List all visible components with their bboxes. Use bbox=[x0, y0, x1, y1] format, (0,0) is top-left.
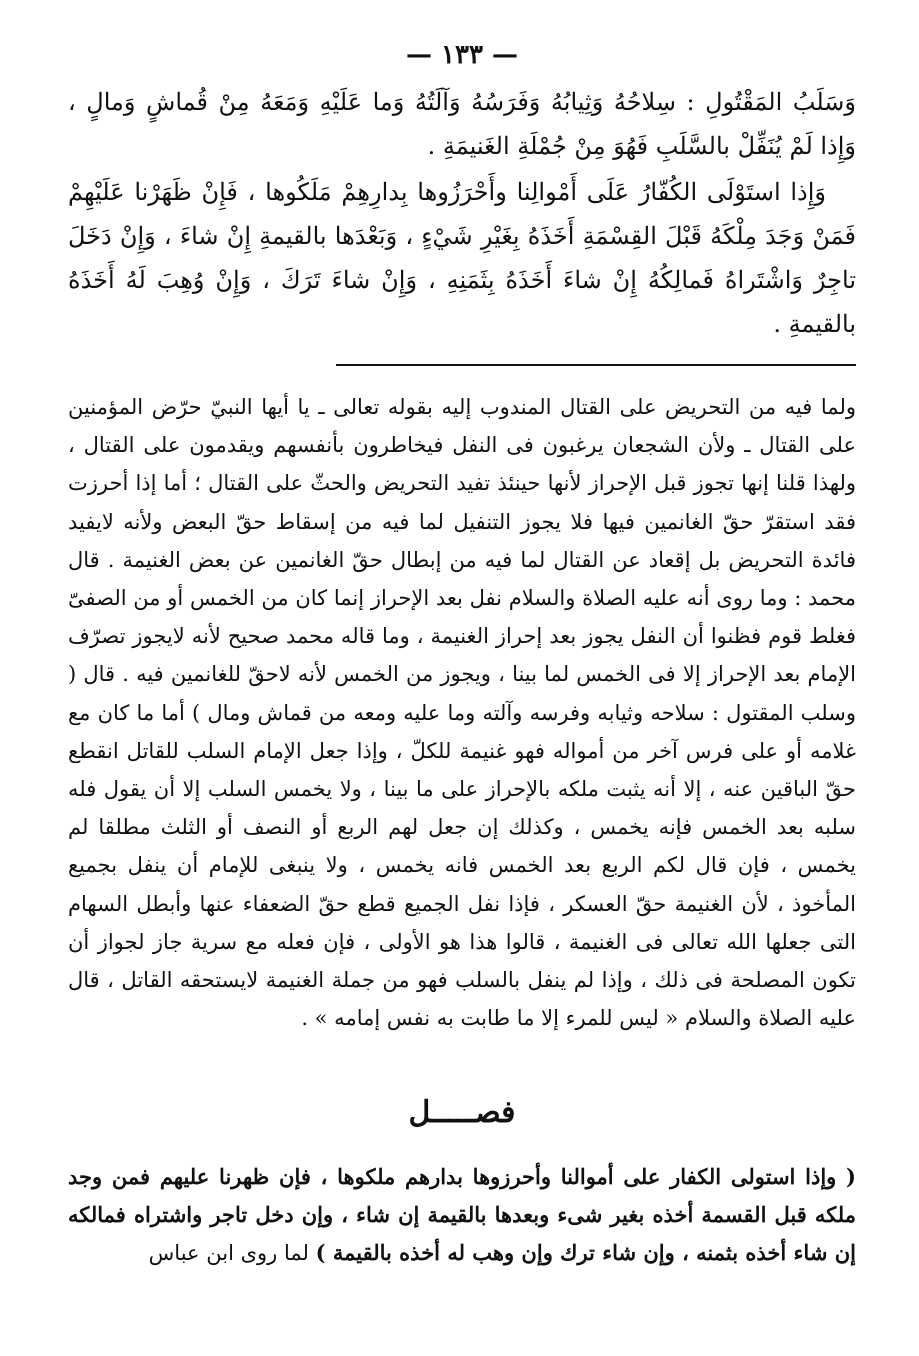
section-matn-quote: ( وإذا استولى الكفار على أموالنا وأحرزوها بدارهم ملكوها ، فإن ظهرنا عليهم فمن وجد ملكه قبل القسمة أخذه بغير شىء وبعدها بالقيمة إن شاء ، وإن دخل تاجر واشتراه فمالكه إن شاء أخذه بثمنه ، وإن شاء ترك وإن وهب له أخذه بالقيمة ) bbox=[68, 1164, 856, 1266]
section-paragraph bbox=[68, 1158, 856, 1272]
page bbox=[68, 40, 856, 1272]
commentary-text bbox=[68, 388, 856, 1037]
section-body bbox=[68, 1158, 856, 1272]
section-heading: فصـــــل bbox=[408, 1095, 516, 1131]
page-number: — ١٣٣ — bbox=[405, 40, 519, 70]
commentary-paragraph: ولما فيه من التحريض على القتال المندوب إليه بقوله تعالى ـ يا أيها النبيّ حرّض المؤمنين على القتال ـ ولأن الشجعان يرغبون فى النفل فيخاطرون بأنفسهم ويقدمون على القتال ، ولهذا قلنا إنها تجوز قبل الإحراز لأنها حينئذ تفيد التحريض والحثّ على القتال ؛ أما إذا أحرزت فقد استقرّ حقّ الغانمين فيها فلا يجوز التنفيل لما فيه من إسقاط حقّ البعض ولأنه لايفيد فائدة التحريض بل إقعاد عن القتال لما فيه من إبطال حقّ الغانمين عن بعض الغنيمة . قال محمد : وما روى أنه عليه الصلاة والسلام نفل بعد الإحراز إنما كان من الخمس أو من الصفىّ فغلط قوم فظنوا أن النفل يجوز بعد إحراز الغنيمة ، وما قاله محمد صحيح لأنه لايجوز تصرّف الإمام بعد الإحراز إلا فى الخمس لما بينا ، ويجوز من الخمس لأنه لاحقّ للغانمين فيه . قال ( وسلب المقتول : سلاحه وثيابه وفرسه وآلته وما عليه ومعه من قماش ومال ) أما ما كان مع غلامه أو على فرس آخر من أمواله فهو غنيمة للكلّ ، وإذا جعل الإمام السلب للقاتل انقطع حقّ الباقين عنه ، إلا أنه يثبت ملكه بالإحراز على ما بينا ، ولا يخمس السلب إلا أن يقول فله سلبه بعد الخمس فإنه يخمس ، وكذلك إن جعل لهم الربع أو النصف أو الثلث مطلقا لم يخمس ، فإن قال لكم الربع بعد الخمس فانه يخمس ، ولا ينبغى للإمام أن ينفل بجميع المأخوذ ، لأن الغنيمة حقّ العسكر ، فإذا نفل الجميع قطع حقّ الضعفاء عنها وأبطل السهام التى جعلها الله تعالى فى الغنيمة ، قالوا هذا هو الأولى ، فإن فعله مع سرية جاز لجواز أن تكون المصلحة فى ذلك ، وإذا لم ينفل بالسلب فهو من جملة الغنيمة لايستحقه القاتل ، قال عليه الصلاة والسلام « ليس للمرء إلا ما طابت به نفس إمامه » . bbox=[68, 395, 856, 1031]
matn-paragraph-2: وَإِذا استَوْلَى الكُفّارُ عَلَى أَمْوالِنا وأَحْرَزُوها بِدارِهِمْ مَلَكُوها ، فَإِنْ ظَهَرْنا عَلَيْهِمْ فَمَنْ وَجَدَ مِلْكَهُ قَبْلَ القِسْمَةِ أَخَذَهُ بِغَيْرِ شَيْءٍ ، وَبَعْدَها بالقيمةِ إِنْ شاءَ ، وَإِنْ دَخَلَ تاجِرٌ وَاشْتَراهُ فَمالِكُهُ إِنْ شاءَ أَخَذَهُ بِثَمَنِهِ ، وَإِنْ شاءَ تَرَكَ ، وَإِنْ وُهِبَ لَهُ أَخَذَهُ بالقيمةِ . bbox=[68, 178, 857, 338]
matn-text bbox=[68, 80, 856, 346]
section-commentary-start: لما روى ابن عباس bbox=[148, 1241, 316, 1266]
matn-paragraph-1: وَسَلَبُ المَقْتُولِ : سِلاحُهُ وَثِيابُهُ وَفَرَسُهُ وَآلَتُهُ وَما عَلَيْهِ وَمَعَهُ مِنْ قُماشٍ وَمالٍ ، وَإِذا لَمْ يُنَفِّلْ بالسَّلَبِ فَهُوَ مِنْ جُمْلَةِ الغَنيمَةِ . bbox=[68, 88, 856, 160]
divider bbox=[336, 364, 856, 366]
